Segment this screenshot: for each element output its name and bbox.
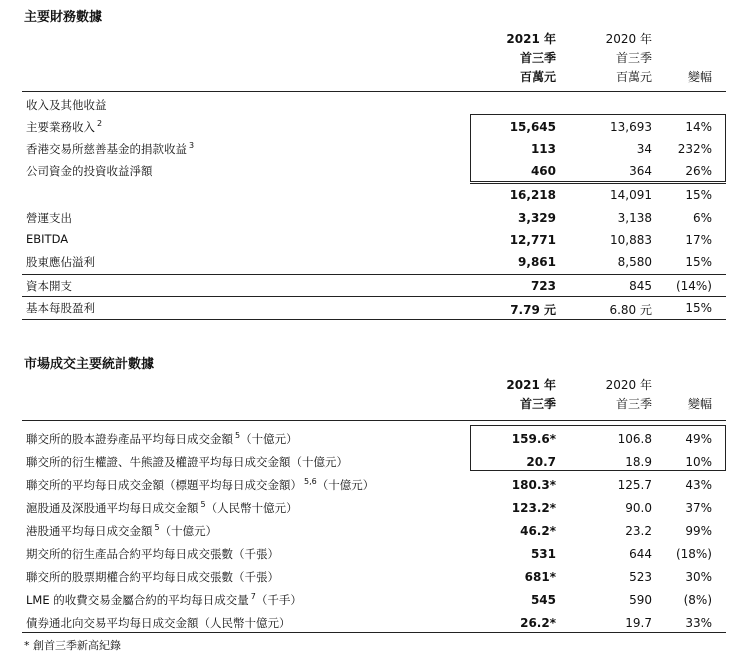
- financial-title: 主要財務數據: [24, 10, 103, 25]
- financial-change: 17%: [685, 233, 712, 247]
- market-value-2020: 18.9: [625, 455, 652, 469]
- market-change: 30%: [685, 570, 712, 584]
- market-value-2020: 106.8: [617, 432, 652, 446]
- financial-row-label: EBITDA: [26, 232, 69, 246]
- market-row-label: 期交所的衍生產品合約平均每日成交張數（千張）: [26, 547, 279, 561]
- financial-value-2020: 34: [636, 142, 652, 156]
- financial-row-label: 營運支出: [26, 211, 72, 225]
- market-change: 10%: [685, 455, 712, 469]
- market-row-label: 聯交所的衍生權證、牛熊證及權證平均每日成交金額（十億元）: [26, 455, 348, 469]
- market-value-2021: 545: [530, 593, 556, 607]
- financial-row-label: 公司資金的投資收益淨額: [26, 164, 153, 178]
- financial-value-2021: 723: [530, 279, 556, 293]
- financial-value-2020: 13,693: [610, 120, 652, 134]
- market-value-2021: 123.2*: [511, 501, 556, 515]
- market-row-label: 港股通平均每日成交金額 $^5$（十億元）: [26, 523, 218, 538]
- market-value-2021: 20.7: [526, 455, 556, 469]
- financial-header-change: 變幅: [687, 70, 712, 84]
- market-value-2020: 644: [629, 547, 652, 561]
- financial-value-2021: 3,329: [518, 211, 556, 225]
- financial-change: 26%: [685, 164, 712, 178]
- financial-value-2021: 15,645: [509, 120, 556, 134]
- market-value-2020: 523: [629, 570, 652, 584]
- market-change: 99%: [685, 524, 712, 538]
- financial-change: 232%: [677, 142, 712, 156]
- market-row-label: LME 的收費交易金屬合約的平均每日成交量 $^7$（千手）: [26, 592, 302, 607]
- financial-row-label: 主要業務收入 $^2$: [26, 119, 103, 134]
- market-change: 37%: [685, 501, 712, 515]
- financial-value-2020: 3,138: [617, 211, 652, 225]
- market-change: 43%: [685, 478, 712, 492]
- financial-value-2021: 113: [530, 142, 556, 156]
- market-value-2020: 19.7: [625, 616, 652, 630]
- market-row-label: 聯交所的股票期權合約平均每日成交張數（千張）: [26, 570, 279, 584]
- market-value-2021: 180.3*: [511, 478, 556, 492]
- financial-change: 15%: [685, 255, 712, 269]
- market-value-2021: 531: [530, 547, 556, 561]
- financial-value-2020: 8,580: [617, 255, 652, 269]
- market-row-label: 債券通北向交易平均每日成交金額（人民幣十億元）: [26, 616, 291, 630]
- financial-value-2021: 12,771: [509, 233, 556, 247]
- market-title: 市場成交主要統計數據: [24, 357, 155, 372]
- market-change: 49%: [685, 432, 712, 446]
- financial-change: 14%: [685, 120, 712, 134]
- market-value-2021: 26.2*: [520, 616, 556, 630]
- financial-value-2021: 7.79 元: [510, 303, 556, 317]
- financial-row-rule: [22, 274, 726, 275]
- financial-row-label: 香港交易所慈善基金的捐款收益 $^3$: [26, 141, 195, 156]
- market-header-change: 變幅: [687, 397, 712, 411]
- market-change: 33%: [685, 616, 712, 630]
- market-value-2020: 90.0: [625, 501, 652, 515]
- market-header-2021: 2021 年 首三季: [506, 378, 556, 411]
- market-value-2021: 46.2*: [520, 524, 556, 538]
- market-row-label: 聯交所的平均每日成交金額（標題平均每日成交金額） $^{5,6}$（十億元）: [26, 477, 375, 492]
- market-value-2021: 681*: [524, 570, 556, 584]
- financial-value-2021: 9,861: [518, 255, 556, 269]
- market-change: (18%): [675, 547, 712, 561]
- financial-change: (14%): [675, 279, 712, 293]
- market-header-2020: 2020 年 首三季: [605, 378, 652, 411]
- financial-value-2020: 10,883: [610, 233, 652, 247]
- financial-subtotal-rule: [470, 183, 726, 184]
- market-value-2020: 590: [629, 593, 652, 607]
- market-value-2020: 23.2: [625, 524, 652, 538]
- financial-row-rule: [22, 296, 726, 297]
- financial-header-2021: 2021 年 首三季 百萬元: [506, 32, 556, 84]
- financial-subtotal-2021: 16,218: [509, 188, 556, 202]
- financial-value-2020: 845: [629, 279, 652, 293]
- financial-value-2020: 6.80 元: [609, 303, 652, 317]
- financial-row-label: 資本開支: [26, 279, 72, 293]
- financial-row-label: 股東應佔溢利: [26, 255, 95, 269]
- financial-change: 6%: [692, 211, 712, 225]
- market-change: (8%): [683, 593, 712, 607]
- financial-value-2020: 364: [629, 164, 652, 178]
- financial-header-2020: 2020 年 首三季 百萬元: [605, 32, 652, 84]
- market-value-2021: 159.6*: [511, 432, 556, 446]
- market-footnote: * 創首三季新高紀錄: [24, 639, 121, 652]
- market-row-label: 聯交所的股本證券產品平均每日成交金額 $^5$（十億元）: [26, 431, 298, 446]
- financial-bottom-rule: [22, 319, 726, 320]
- market-bottom-rule: [22, 632, 726, 633]
- financial-subtotal-2020: 14,091: [610, 188, 652, 202]
- financial-section-label: 收入及其他收益: [26, 98, 107, 112]
- financial-value-2021: 460: [530, 164, 556, 178]
- market-value-2020: 125.7: [617, 478, 652, 492]
- financial-change: 15%: [685, 301, 712, 315]
- market-header-rule: [22, 420, 726, 421]
- financial-subtotal-change: 15%: [685, 188, 712, 202]
- financial-row-label: 基本每股盈利: [26, 301, 95, 315]
- market-row-label: 滬股通及深股通平均每日成交金額 $^5$（人民幣十億元）: [26, 500, 298, 515]
- financial-header-rule: [22, 91, 726, 92]
